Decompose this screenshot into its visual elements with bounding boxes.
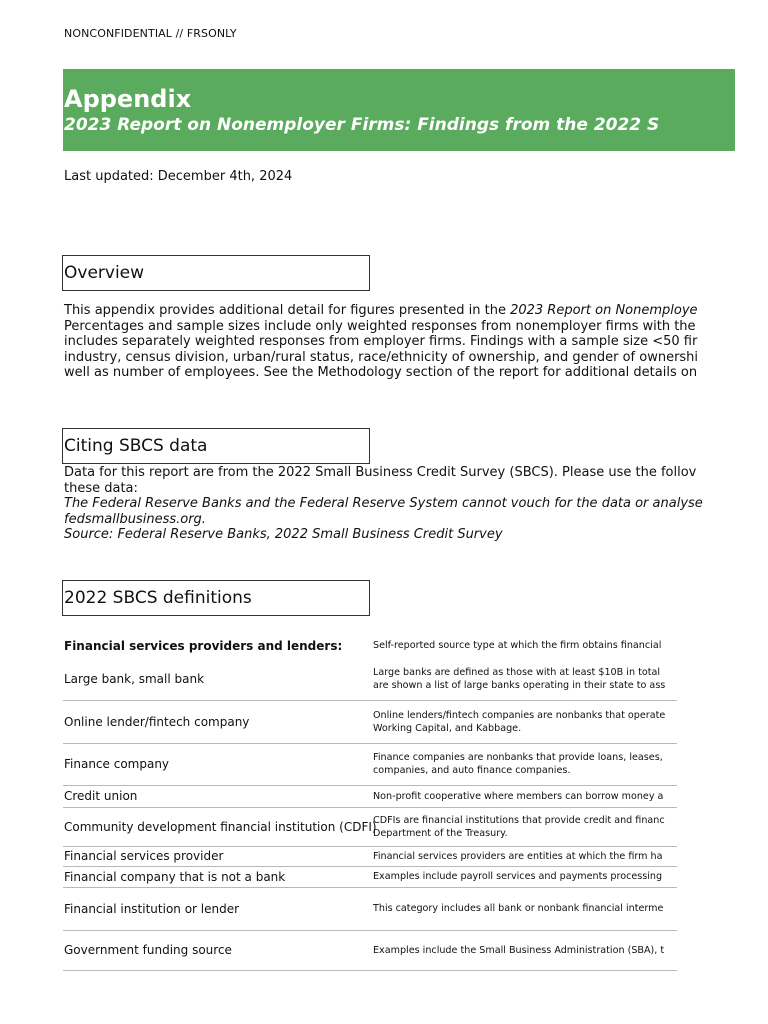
overview-line: industry, census division, urban/rural status, race/ethnicity of ownership, and gender of ownershi	[64, 349, 699, 365]
overview-heading: Overview	[62, 255, 370, 291]
citing-paragraph	[64, 465, 703, 543]
definition-cell: This category includes all bank or nonbank financial interme	[371, 887, 677, 930]
citing-heading: Citing SBCS data	[62, 428, 370, 464]
table-row	[63, 785, 677, 807]
report-title-ref: 2023 Report on Nonemploye	[510, 303, 698, 318]
definition-cell: Financial services providers are entities at which the firm ha	[371, 846, 677, 866]
table-row	[63, 887, 677, 930]
banner-subtitle: 2023 Report on Nonemployer Firms: Findings from the 2022 S	[64, 115, 660, 135]
definition-cell: Non-profit cooperative where members can borrow money a	[371, 785, 677, 807]
term-cell: Large bank, small bank	[63, 658, 371, 700]
source-citation: Source: Federal Reserve Banks, 2022 Small Business Credit Survey	[64, 527, 503, 542]
overview-paragraph	[64, 303, 699, 381]
definitions-header-term: Financial services providers and lenders:	[63, 634, 371, 658]
definitions-header-desc: Self-reported source type at which the firm obtains financial	[371, 634, 677, 658]
overview-text: This appendix provides additional detail for figures presented in the	[64, 303, 511, 318]
table-row	[63, 658, 677, 700]
definition-cell: Examples include payroll services and payments processing	[371, 866, 677, 887]
definition-cell: Large banks are defined as those with at least $10B in total are shown a list of large banks operating in their state to ass	[371, 658, 677, 700]
term-cell: Financial services provider	[63, 846, 371, 866]
term-cell: Credit union	[63, 785, 371, 807]
definition-cell: Online lenders/fintech companies are nonbanks that operate Working Capital, and Kabbage.	[371, 700, 677, 743]
table-row	[63, 866, 677, 887]
overview-line: well as number of employees. See the Methodology section of the report for additional details on	[64, 365, 698, 380]
overview-line	[64, 303, 698, 319]
term-cell: Financial institution or lender	[63, 887, 371, 930]
definitions-table	[63, 634, 674, 957]
overview-line: includes separately weighted responses from employer firms. Findings with a sample size <50 fir	[64, 334, 698, 349]
disclaimer-line: The Federal Reserve Banks and the Federal Reserve System cannot vouch for the data or analyse	[64, 496, 703, 511]
definitions-header-row	[63, 634, 677, 658]
classification-label: NONCONFIDENTIAL // FRSONLY	[64, 27, 237, 40]
table-row	[63, 700, 677, 743]
term-cell: Financial company that is not a bank	[63, 866, 371, 887]
table-row	[63, 743, 677, 785]
disclaimer-line: fedsmallbusiness.org.	[64, 511, 206, 527]
term-cell: Finance company	[63, 743, 371, 785]
table-row	[63, 807, 677, 846]
appendix-banner	[63, 69, 735, 151]
last-updated: Last updated: December 4th, 2024	[64, 169, 293, 184]
definition-cell: Examples include the Small Business Administration (SBA), t	[371, 930, 677, 970]
definitions-heading: 2022 SBCS definitions	[62, 580, 370, 616]
table-row	[63, 930, 677, 970]
definition-cell: Finance companies are nonbanks that provide loans, leases, companies, and auto finance companies.	[371, 743, 677, 785]
citing-line: these data:	[64, 480, 138, 496]
citing-line: Data for this report are from the 2022 Small Business Credit Survey (SBCS). Please use the follov	[64, 465, 697, 480]
table-row	[63, 846, 677, 866]
definition-cell: CDFIs are financial institutions that provide credit and financ Department of the Treasury.	[371, 807, 677, 846]
overview-line: Percentages and sample sizes include only weighted responses from nonemployer firms with the	[64, 318, 696, 334]
term-cell: Online lender/fintech company	[63, 700, 371, 743]
banner-title: Appendix	[64, 85, 192, 113]
term-cell: Community development financial institution (CDFI)	[63, 807, 371, 846]
term-cell: Government funding source	[63, 930, 371, 970]
